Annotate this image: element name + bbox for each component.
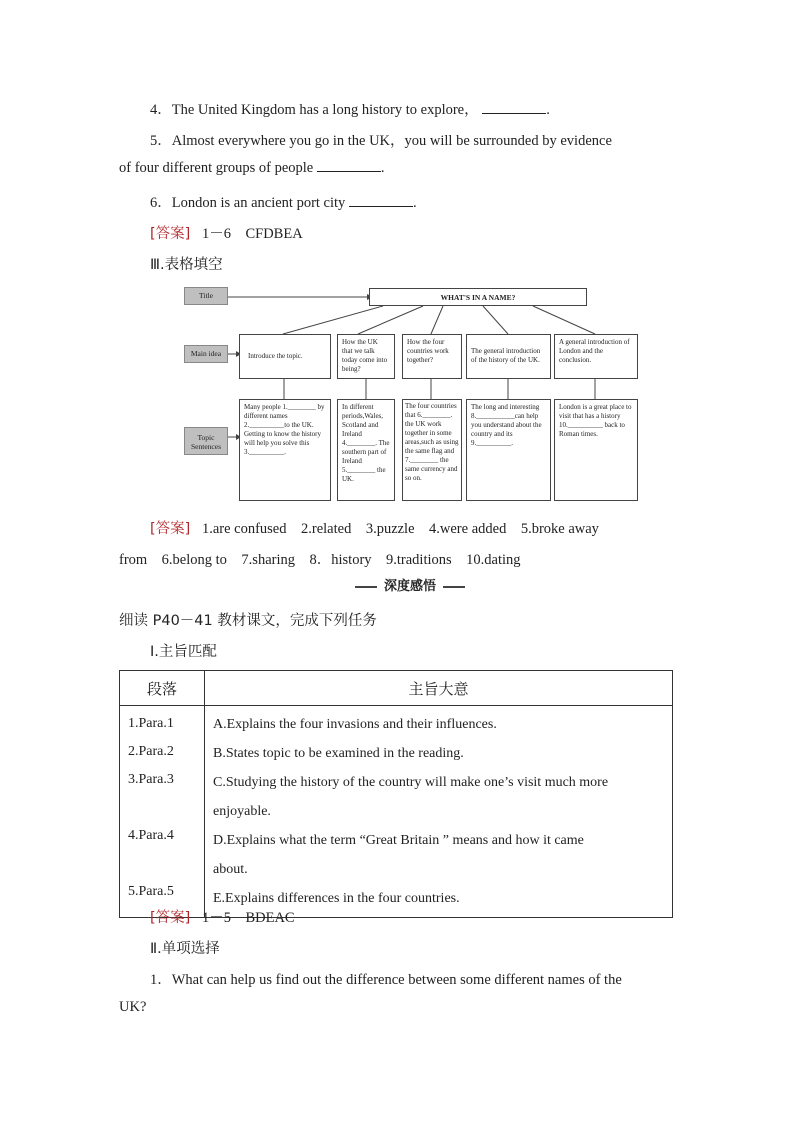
idea-d: D.Explains what the term “Great Britain ” means and how it came <box>213 833 584 848</box>
idea-column <box>205 706 673 918</box>
answer-3: [答案] 1－5 BDEAC <box>150 910 295 926</box>
topic-matching-table <box>119 670 673 918</box>
label-title: Title <box>184 287 228 305</box>
main-idea-4: The general introduction of the history of the UK. <box>466 334 551 379</box>
section-banner <box>355 578 465 595</box>
instruction: 细读 P40－41 教材课文，完成下列任务 <box>119 613 377 629</box>
answer-2-line2: from 6.belong to 7.sharing 8．history 9.traditions 10.dating <box>119 552 521 568</box>
header-main-idea: 主旨大意 <box>205 671 673 706</box>
para-2: 2.Para.2 <box>128 744 174 759</box>
para-4: 4.Para.4 <box>128 828 174 843</box>
main-idea-1: Introduce the topic. <box>239 334 331 379</box>
table-row <box>120 706 673 918</box>
question-5: 5．Almost everywhere you go in the UK，you will be surrounded by evidence <box>150 133 612 149</box>
answer-blank <box>317 170 381 172</box>
title-box: WHAT'S IN A NAME? <box>369 288 587 306</box>
para-column <box>120 706 205 918</box>
idea-c-cont: enjoyable. <box>213 804 271 819</box>
question-5-cont: of four different groups of people . <box>119 160 385 176</box>
main-idea-3: How the four countries work together? <box>402 334 462 379</box>
topic-5: London is a great place to visit that has a history 10.__________ back to Roman times. <box>554 399 638 501</box>
label-topic-sentences: Topic Sentences <box>184 427 228 455</box>
question-1: 1．What can help us find out the difference between some different names of the <box>150 972 622 988</box>
table-header-row <box>120 671 673 706</box>
para-3: 3.Para.3 <box>128 772 174 787</box>
question-4: 4．The United Kingdom has a long history to explore， . <box>150 102 550 118</box>
idea-c: C.Studying the history of the country will make one’s visit much more <box>213 775 609 790</box>
section-3-heading: Ⅲ.表格填空 <box>150 257 223 273</box>
question-1-cont: UK? <box>119 999 147 1015</box>
main-idea-2: How the UK that we talk today come into being? <box>337 334 395 379</box>
para-1: 1.Para.1 <box>128 716 174 731</box>
header-paragraph: 段落 <box>120 671 205 706</box>
para-5: 5.Para.5 <box>128 884 174 899</box>
idea-e: E.Explains differences in the four countries. <box>213 891 460 906</box>
topic-1: Many people 1.________ by different names 2.__________to the UK. Getting to know the history will help you solve this 3.__________. <box>239 399 331 501</box>
idea-d-cont: about. <box>213 862 248 877</box>
question-6: 6．London is an ancient port city . <box>150 195 417 211</box>
answer-blank <box>349 205 413 207</box>
idea-b: B.States topic to be examined in the reading. <box>213 746 464 761</box>
idea-a: A.Explains the four invasions and their influences. <box>213 717 497 732</box>
section-2-heading: Ⅱ.单项选择 <box>150 941 220 957</box>
answer-2-line1: [答案] 1.are confused 2.related 3.puzzle 4.were added 5.broke away <box>150 521 599 537</box>
topic-4: The long and interesting 8.___________can help you understand about the country and its 9.__________. <box>466 399 551 501</box>
structure-diagram <box>183 284 643 504</box>
main-idea-5: A general introduction of London and the conclusion. <box>554 334 638 379</box>
label-main-idea: Main idea <box>184 345 228 363</box>
topic-3: The four countries that 6.________. the UK work together in some areas,such as using the same flag and 7.________ the same currency and so on. <box>402 399 462 501</box>
banner-text: 深度感悟 <box>377 578 443 595</box>
answer-blank <box>482 112 546 114</box>
answer-1: [答案] 1－6 CFDBEA <box>150 226 303 242</box>
section-1-heading: Ⅰ.主旨匹配 <box>150 644 217 660</box>
topic-2: In different periods,Wales, Scotland and Ireland 4.________. The southern part of Ireland 5.________ the UK. <box>337 399 395 501</box>
